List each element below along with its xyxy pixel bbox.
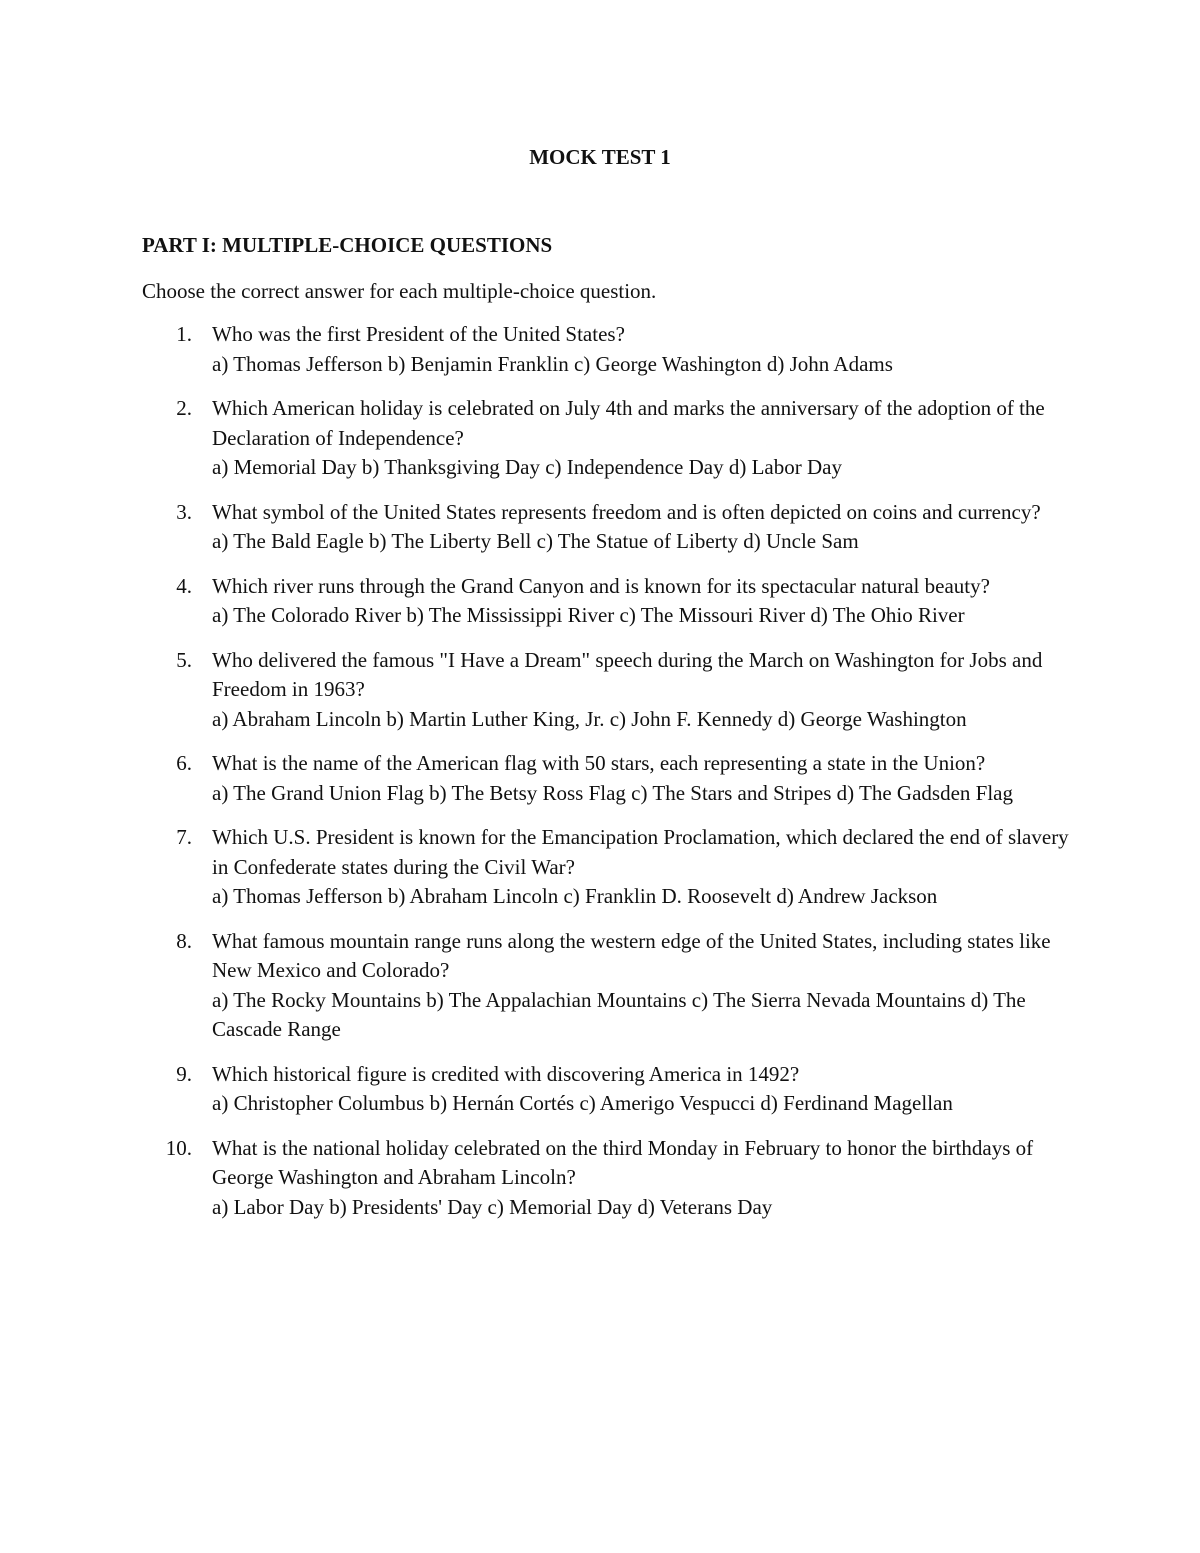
question-options: a) The Rocky Mountains b) The Appalachian Mountains c) The Sierra Nevada Mountains d) The Cascade Range	[212, 987, 1026, 1041]
question-options: a) The Colorado River b) The Mississippi River c) The Missouri River d) The Ohio River	[212, 603, 965, 627]
question-item	[142, 320, 1072, 379]
question-text: Which American holiday is celebrated on July 4th and marks the anniversary of the adoption of the Declaration of Independence?	[212, 396, 1045, 450]
question-number: 8.	[176, 928, 192, 953]
question-text: Who was the first President of the United States?	[212, 322, 625, 346]
question-item	[142, 498, 1072, 557]
question-item	[142, 749, 1072, 808]
question-options: a) Memorial Day b) Thanksgiving Day c) Independence Day d) Labor Day	[212, 455, 842, 479]
question-list	[142, 320, 1072, 1237]
question-number: 5.	[176, 647, 192, 672]
question-text: Who delivered the famous "I Have a Dream" speech during the March on Washington for Jobs and Freedom in 1963?	[212, 647, 1043, 701]
question-item	[142, 572, 1072, 631]
question-options: a) The Bald Eagle b) The Liberty Bell c) The Statue of Liberty d) Uncle Sam	[212, 529, 859, 553]
question-number: 2.	[176, 396, 192, 420]
question-number: 6.	[176, 751, 192, 775]
question-item	[142, 823, 1072, 912]
question-number: 3.	[176, 499, 192, 524]
question-number: 10.	[165, 1135, 192, 1160]
question-item	[142, 1134, 1072, 1223]
question-number: 7.	[176, 825, 192, 849]
question-options: a) Thomas Jefferson b) Benjamin Franklin c) George Washington d) John Adams	[212, 351, 893, 376]
question-options: a) Christopher Columbus b) Hernán Cortés c) Amerigo Vespucci d) Ferdinand Magellan	[212, 1091, 953, 1115]
page-title: MOCK TEST 1	[529, 145, 671, 169]
question-text: Which historical figure is credited with discovering America in 1492?	[212, 1061, 800, 1086]
question-item	[142, 927, 1072, 1045]
question-text: What is the name of the American flag with 50 stars, each representing a state in the Union?	[212, 751, 986, 775]
question-options: a) Thomas Jefferson b) Abraham Lincoln c) Franklin D. Roosevelt d) Andrew Jackson	[212, 884, 938, 908]
question-text: What is the national holiday celebrated on the third Monday in February to honor the birthdays of George Washington and Abraham Lincoln?	[212, 1135, 1034, 1189]
part-heading: PART I: MULTIPLE-CHOICE QUESTIONS	[142, 233, 553, 257]
question-text: What symbol of the United States represents freedom and is often depicted on coins and currency?	[212, 499, 1041, 524]
question-item	[142, 394, 1072, 483]
instructions: Choose the correct answer for each multiple-choice question.	[142, 279, 657, 303]
question-options: a) Abraham Lincoln b) Martin Luther King, Jr. c) John F. Kennedy d) George Washington	[212, 706, 967, 731]
question-number: 4.	[176, 573, 192, 598]
question-item	[142, 1060, 1072, 1119]
question-number: 1.	[176, 322, 192, 346]
question-text: Which U.S. President is known for the Emancipation Proclamation, which declared the end of slavery in Confederate states during the Civil War?	[212, 825, 1069, 879]
question-options: a) Labor Day b) Presidents' Day c) Memorial Day d) Veterans Day	[212, 1194, 773, 1219]
question-text: Which river runs through the Grand Canyon and is known for its spectacular natural beauty?	[212, 573, 990, 598]
question-text: What famous mountain range runs along the western edge of the United States, including states like New Mexico and Colorado?	[212, 928, 1051, 982]
question-number: 9.	[176, 1061, 192, 1086]
question-item	[142, 646, 1072, 735]
question-options: a) The Grand Union Flag b) The Betsy Ross Flag c) The Stars and Stripes d) The Gadsden Flag	[212, 780, 1013, 805]
